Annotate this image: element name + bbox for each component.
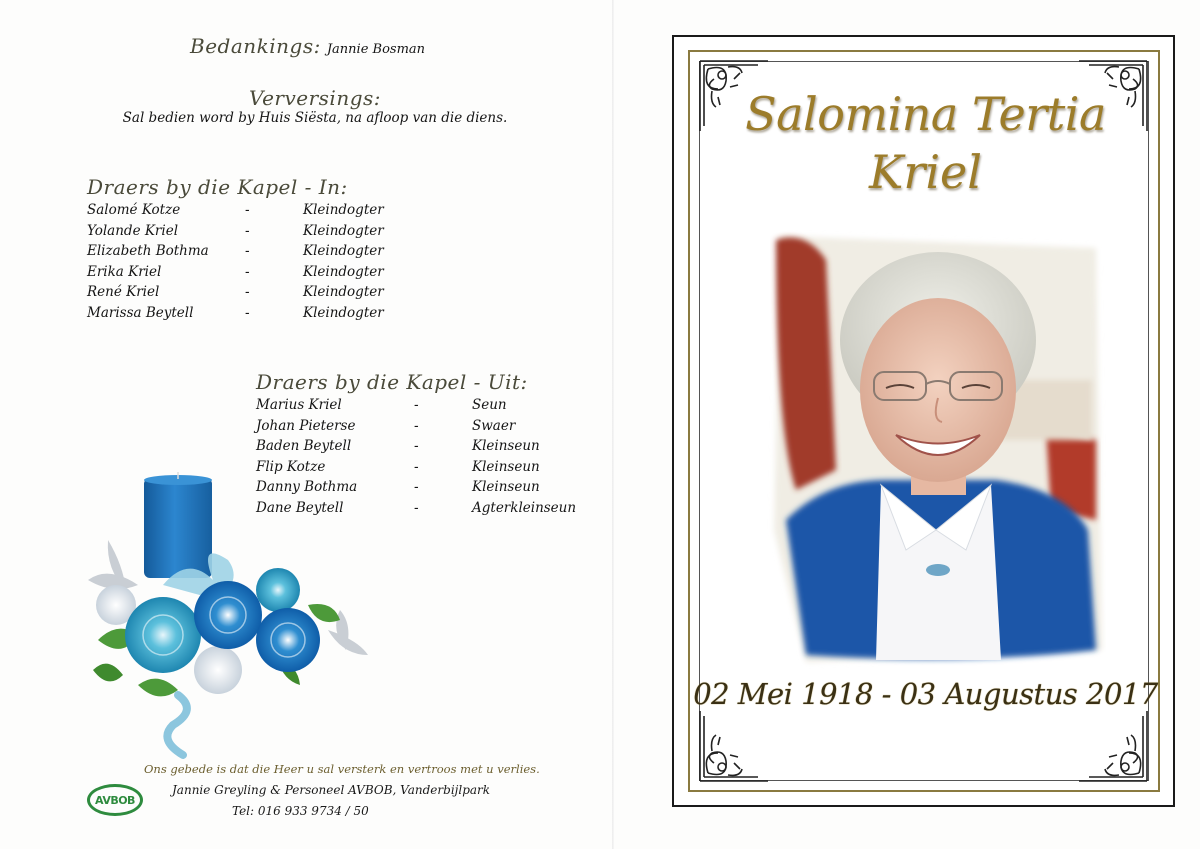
dash: - — [414, 479, 419, 495]
undertaker-text: Jannie Greyling & Personeel AVBOB, Vanderbijlpark — [172, 783, 491, 797]
bearer-name: Salomé Kotze — [87, 202, 181, 218]
deceased-surname: Kriel — [868, 145, 982, 199]
corner-ornament-icon — [678, 711, 768, 801]
prayer-text: Ons gebede is dat die Heer u sal versterk en vertroos met u verlies. — [144, 762, 540, 776]
cover-frame — [672, 35, 1175, 807]
bearer-relation: Kleinseun — [472, 458, 540, 475]
thanks-value: Jannie Bosman — [326, 42, 426, 57]
avbob-logo: AVBOB — [87, 784, 143, 816]
dash: - — [245, 263, 250, 280]
bearer-relation: Agterkleinseun — [472, 499, 577, 516]
candle-icon — [78, 470, 378, 760]
bearer-relation: Seun — [472, 397, 507, 413]
dash: - — [245, 304, 250, 321]
bearer-relation: Kleinseun — [472, 479, 540, 495]
bearer-row — [87, 221, 384, 242]
bearer-row — [87, 200, 384, 221]
dash: - — [245, 284, 250, 300]
bearer-row — [87, 303, 384, 324]
bearer-row — [87, 241, 384, 262]
bearer-name: Yolande Kriel — [87, 222, 179, 239]
refreshments-label: Verversings: — [248, 86, 382, 110]
bearer-row — [87, 262, 384, 283]
bearer-relation: Kleindogter — [303, 263, 384, 280]
bearer-name: Erika Kriel — [87, 263, 162, 280]
bearer-relation: Swaer — [472, 417, 516, 434]
bearers-in-section — [87, 175, 384, 323]
bearer-relation: Kleindogter — [303, 284, 384, 300]
bearer-name: Elizabeth Bothma — [87, 243, 209, 259]
dash: - — [245, 202, 250, 218]
corner-ornament-icon — [1079, 711, 1169, 801]
bearer-relation: Kleindogter — [303, 222, 384, 239]
dash: - — [414, 417, 419, 434]
thanks-label: Bedankings: — [190, 34, 321, 58]
refreshments-text: Sal bedien word by Huis Siësta, na afloop van die diens. — [122, 110, 508, 126]
bearer-relation: Kleindogter — [303, 202, 384, 218]
dash: - — [414, 458, 419, 475]
bearer-name: René Kriel — [87, 284, 160, 300]
bearer-row — [256, 416, 576, 437]
bearer-name: Danny Bothma — [256, 479, 358, 495]
portrait-photo — [766, 230, 1106, 670]
bearer-name: Flip Kotze — [256, 458, 326, 475]
bearer-relation: Kleindogter — [303, 304, 384, 321]
bearer-name: Dane Beytell — [256, 499, 344, 516]
bearer-name: Marius Kriel — [256, 397, 342, 413]
deceased-first-names: Salomina Tertia — [745, 87, 1106, 141]
dash: - — [414, 397, 419, 413]
dash: - — [414, 499, 419, 516]
bearer-row — [256, 436, 576, 457]
dash: - — [245, 243, 250, 259]
life-dates: 02 Mei 1918 - 03 Augustus 2017 — [693, 677, 1158, 711]
bearer-name: Marissa Beytell — [87, 304, 194, 321]
refreshments-section — [100, 86, 530, 126]
bearer-relation: Kleinseun — [472, 438, 540, 454]
thanks-section — [190, 34, 425, 58]
bearer-relation: Kleindogter — [303, 243, 384, 259]
dash: - — [414, 438, 419, 454]
bearer-row — [87, 282, 384, 303]
bearers-in-heading: Draers by die Kapel - In: — [87, 175, 348, 199]
page-fold — [612, 0, 614, 849]
bearer-name: Baden Beytell — [256, 438, 352, 454]
dash: - — [245, 222, 250, 239]
bearers-out-heading: Draers by die Kapel - Uit: — [256, 370, 528, 394]
telephone-text: Tel: 016 933 9734 / 50 — [232, 804, 369, 818]
bearer-name: Johan Pieterse — [256, 417, 356, 434]
candle-flower-illustration — [78, 470, 378, 760]
bearer-row — [256, 395, 576, 416]
